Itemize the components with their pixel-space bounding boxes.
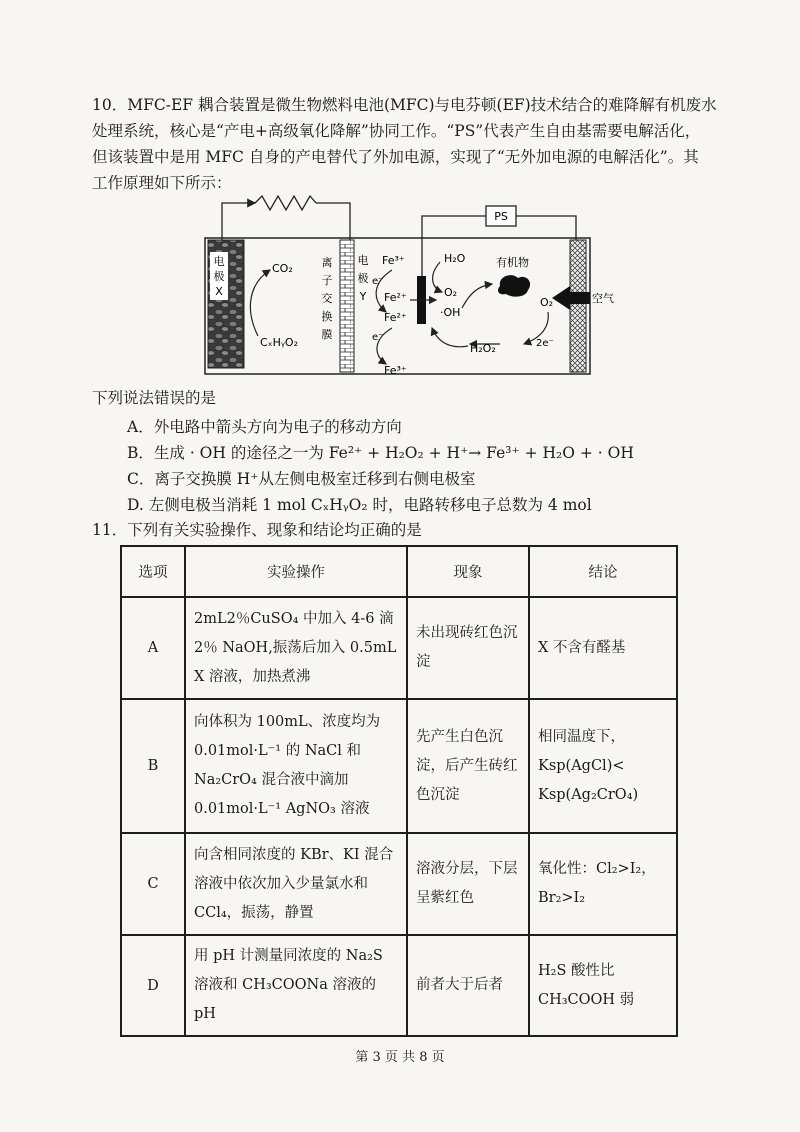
row-conclusion: 相同温度下，Ksp(AgCl)< Ksp(Ag₂CrO₄) <box>529 699 677 833</box>
row-label: B <box>121 699 185 833</box>
q10-options <box>127 414 634 518</box>
electrode-y-label-2: 极 <box>357 272 369 285</box>
table-row <box>121 935 677 1036</box>
row-operation: 2mL2％CuSO₄ 中加入 4-6 滴 2％ NaOH,振荡后加入 0.5mL X 溶液，加热煮沸 <box>185 597 407 699</box>
membrane-label-4: 换 <box>321 310 333 323</box>
mfc-ef-diagram <box>200 188 614 380</box>
co2-label: CO₂ <box>272 262 293 275</box>
q10-option-a: A．外电路中箭头方向为电子的移动方向 <box>127 418 402 436</box>
e-top-label: e⁻ <box>372 276 384 287</box>
q10-option-c: C．离子交换膜 H⁺从左侧电极室迁移到右侧电极室 <box>127 470 476 488</box>
two-e-label: 2e⁻ <box>536 338 554 349</box>
membrane-label-1: 离 <box>321 256 333 269</box>
header-conclusion: 结论 <box>529 546 677 597</box>
air-label: 空气 <box>592 292 614 305</box>
row-label: D <box>121 935 185 1036</box>
electrode-y-label-1: 电 <box>357 254 369 267</box>
q10-option-d: D. 左侧电极当消耗 1 mol CₓHᵧO₂ 时，电路转移电子总数为 4 mol <box>127 496 592 514</box>
q10-option-b: B．生成 · OH 的途径之一为 Fe²⁺ + H₂O₂ + H⁺→ Fe³⁺ + H₂O + · OH <box>127 444 634 462</box>
row-label: C <box>121 833 185 935</box>
row-label: A <box>121 597 185 699</box>
organic-reactant-label: CₓHᵧO₂ <box>260 336 299 349</box>
ps-label: PS <box>494 210 508 223</box>
electrode-y-label-3: Y <box>359 290 367 303</box>
membrane-label-5: 膜 <box>321 328 333 341</box>
fe2-left-label: Fe²⁺ <box>384 291 407 304</box>
e-bottom-label: e⁻ <box>372 332 384 343</box>
table-row <box>121 699 677 833</box>
membrane-label-3: 交 <box>321 292 333 305</box>
o2-b-label: O₂ <box>540 296 554 309</box>
fe3-bottom-label: Fe³⁺ <box>384 364 407 377</box>
fe3-top-label: Fe³⁺ <box>382 254 405 267</box>
fe2-mid-label: Fe²⁺ <box>384 311 407 324</box>
oh-label: ·OH <box>440 306 461 319</box>
table-row <box>121 597 677 699</box>
question-11-title: 11．下列有关实验操作、现象和结论均正确的是 <box>92 521 422 539</box>
q10-line-2: 处理系统，核心是“产电+高级氧化降解”协同工作。“PS”代表产生自由基需要电解活化， <box>92 122 701 140</box>
o2-a-label: O₂ <box>444 286 458 299</box>
row-conclusion: H₂S 酸性比 CH₃COOH 弱 <box>529 935 677 1036</box>
q10-line-3: 但该装置中是用 MFC 自身的产电替代了外加电源，实现了“无外加电源的电解活化”。其 <box>92 148 699 166</box>
row-conclusion: X 不含有醛基 <box>529 597 677 699</box>
row-phenomenon: 溶液分层，下层呈紫红色 <box>407 833 529 935</box>
row-operation: 向含相同浓度的 KBr、KI 混合溶液中依次加入少量氯水和 CCl₄，振荡，静置 <box>185 833 407 935</box>
ion-exchange-membrane <box>340 240 354 372</box>
row-phenomenon: 未出现砖红色沉淀 <box>407 597 529 699</box>
row-conclusion: 氧化性：Cl₂>I₂，Br₂>I₂ <box>529 833 677 935</box>
membrane-label-2: 子 <box>321 274 333 287</box>
experiment-table <box>120 545 678 1037</box>
header-operation: 实验操作 <box>185 546 407 597</box>
question-10-stem <box>92 92 732 196</box>
header-phenomenon: 现象 <box>407 546 529 597</box>
row-phenomenon: 先产生白色沉淀，后产生砖红色沉淀 <box>407 699 529 833</box>
h2o2-label: H₂O₂ <box>470 342 496 355</box>
air-cathode <box>570 240 586 372</box>
q10-line-1: 10．MFC-EF 耦合装置是微生物燃料电池(MFC)与电芬顿(EF)技术结合的难降解有机废水 <box>92 96 717 114</box>
resistor-icon <box>255 196 316 210</box>
page-footer: 第 3 页 共 8 页 <box>355 1050 445 1065</box>
electrode-x-label-3: X <box>215 285 223 298</box>
row-operation: 向体积为 100mL、浓度均为 0.01mol·L⁻¹ 的 NaCl 和 Na₂CrO₄ 混合液中滴加 0.01mol·L⁻¹ AgNO₃ 溶液 <box>185 699 407 833</box>
q10-prompt: 下列说法错误的是 <box>92 389 217 407</box>
electrode-x-label-2: 极 <box>213 270 225 283</box>
header-option: 选项 <box>121 546 185 597</box>
organic-blob-icon <box>498 275 530 296</box>
electrode-x-label-1: 电 <box>213 255 225 268</box>
h2o-label: H₂O <box>444 252 466 265</box>
table-header-row <box>121 546 677 597</box>
row-operation: 用 pH 计测量同浓度的 Na₂S 溶液和 CH₃COONa 溶液的 pH <box>185 935 407 1036</box>
organic-label: 有机物 <box>496 256 529 269</box>
q10-line-4: 工作原理如下所示： <box>92 174 232 192</box>
row-phenomenon: 前者大于后者 <box>407 935 529 1036</box>
table-row <box>121 833 677 935</box>
